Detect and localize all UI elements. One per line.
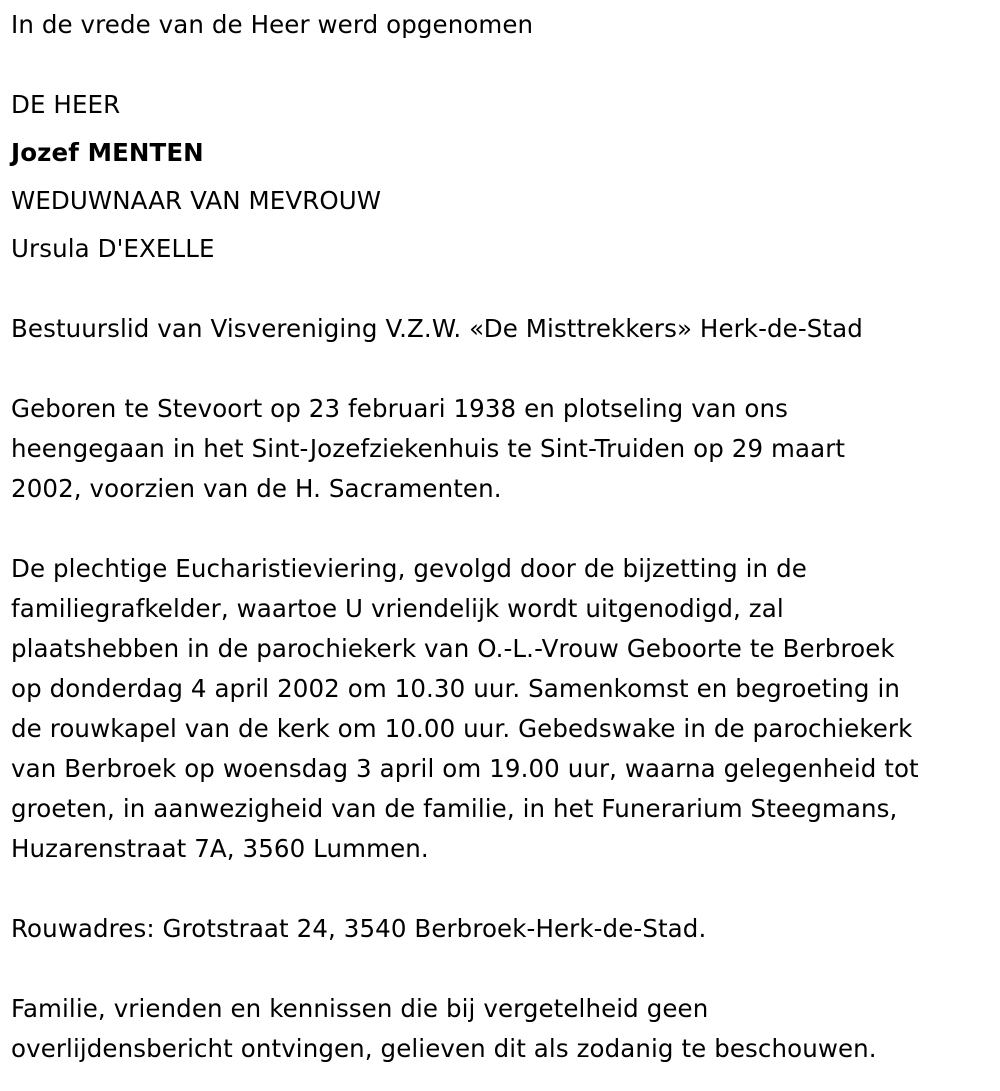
- spacer: [11, 509, 986, 549]
- board-member-text: Bestuurslid van Visvereniging V.Z.W. «De Misttrekkers» Herk-de-Stad: [11, 314, 863, 343]
- spacer: [11, 869, 986, 909]
- death-notice: [0, 5, 1000, 1091]
- paragraph-line: de rouwkapel van de kerk om 10.00 uur. Gebedswake in de parochiekerk: [11, 714, 913, 743]
- honorific: DE HEER: [11, 90, 121, 119]
- funeral-paragraph: [11, 549, 986, 869]
- paragraph-line: Geboren te Stevoort op 23 februari 1938 en plotseling van ons: [11, 394, 789, 423]
- spacer: [11, 269, 986, 309]
- paragraph-line: op donderdag 4 april 2002 om 10.30 uur. Samenkomst en begroeting in: [11, 674, 900, 703]
- spacer: [11, 45, 986, 85]
- spouse-name: Ursula D'EXELLE: [11, 234, 215, 263]
- closing-paragraph: [11, 989, 986, 1069]
- spacer: [11, 949, 986, 989]
- paragraph-line: plaatshebben in de parochiekerk van O.-L.-Vrouw Geboorte te Berbroek: [11, 634, 895, 663]
- intro-text: In de vrede van de Heer werd opgenomen: [11, 10, 534, 39]
- paragraph-line: van Berbroek op woensdag 3 april om 19.00 uur, waarna gelegenheid tot: [11, 754, 919, 783]
- spacer: [11, 349, 986, 389]
- paragraph-line: De plechtige Eucharistieviering, gevolgd door de bijzetting in de: [11, 554, 807, 583]
- paragraph-line: Huzarenstraat 7A, 3560 Lummen.: [11, 834, 429, 863]
- paragraph-line: groeten, in aanwezigheid van de familie, in het Funerarium Steegmans,: [11, 794, 898, 823]
- paragraph-line: 2002, voorzien van de H. Sacramenten.: [11, 474, 502, 503]
- relation-text: WEDUWNAAR VAN MEVROUW: [11, 186, 382, 215]
- paragraph-line: familiegrafkelder, waartoe U vriendelijk wordt uitgenodigd, zal: [11, 594, 784, 623]
- paragraph-line: overlijdensbericht ontvingen, gelieven dit als zodanig te beschouwen.: [11, 1034, 877, 1063]
- deceased-name: Jozef MENTEN: [11, 138, 204, 167]
- paragraph-line: Familie, vrienden en kennissen die bij vergetelheid geen: [11, 994, 709, 1023]
- paragraph-line: heengegaan in het Sint-Jozefziekenhuis te Sint-Truiden op 29 maart: [11, 434, 846, 463]
- birth-death-paragraph: [11, 389, 986, 509]
- mourning-address: Rouwadres: Grotstraat 24, 3540 Berbroek-Herk-de-Stad.: [11, 914, 707, 943]
